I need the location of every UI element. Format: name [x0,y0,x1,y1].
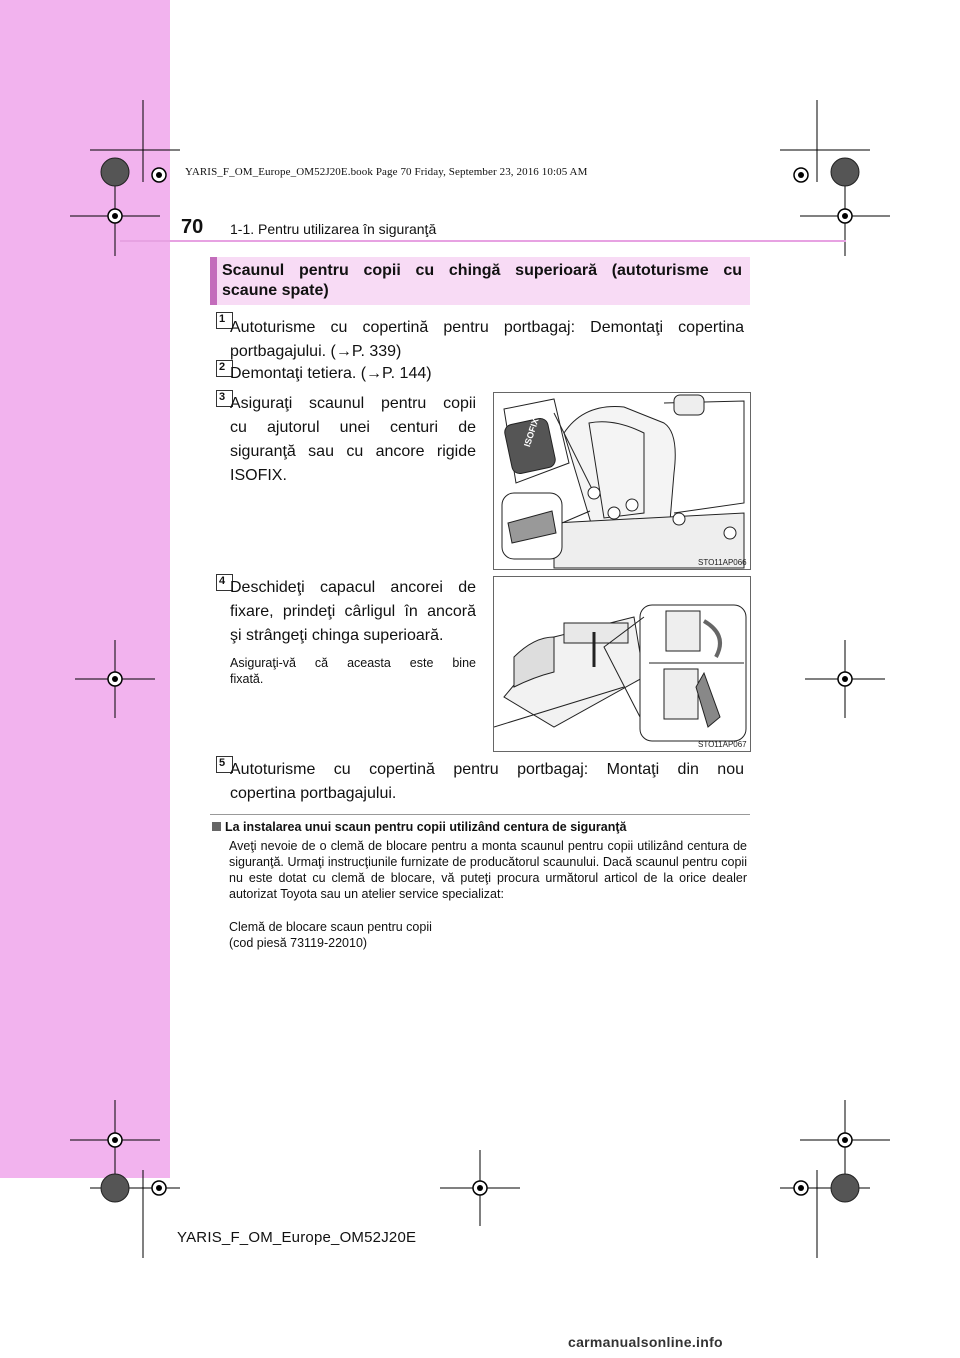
page-number: 70 [181,216,204,238]
heading-line-1: Scaunul pentru copii cu chingă superioară (autoturisme cu [222,262,742,279]
step-number-3: 3 [216,390,233,407]
square-bullet-icon [212,822,221,831]
footer-doc-code: YARIS_F_OM_Europe_OM52J20E [177,1229,417,1246]
note-paragraph: Aveţi nevoie de o clemă de blocare pentru a monta scaunul pentru copii utilizând centura de siguranţă. Urmaţi instrucţiunile furnizate de producătorul scaunului. Dacă scaunul pentru copii nu este dotat cu clemă de blocare, vă puteţi procura următorul articol de la orice dealer autorizat Toyota sau un atelier service specializat: [229,839,747,901]
heading-line-2: scaune spate) [222,282,329,299]
book-info: YARIS_F_OM_Europe_OM52J20E.book Page 70 Friday, September 23, 2016 10:05 AM [185,166,588,178]
step-2-line-1: Demontaţi tetiera. (→P. 144) [230,365,432,382]
step-3-line-4: ISOFIX. [230,467,287,484]
step-number-1: 1 [216,312,233,329]
step-4-note-line-2: fixată. [230,672,264,686]
step-4-line-3: şi strângeţi chinga superioară. [230,627,444,644]
figure-2-caption: STO11AP067 [698,740,747,749]
step-4-line-2: fixare, prindeţi cârligul în ancoră [230,603,476,620]
step-3-line-1: Asiguraţi scaunul pentru copii [230,395,476,412]
figure-top-tether [493,576,751,752]
step-number-4: 4 [216,574,233,591]
figure-isofix-anchors [493,392,751,570]
header-rule [120,240,846,242]
step-5-line-2: copertina portbagajului. [230,785,397,802]
step-1-line-1: Autoturisme cu copertină pentru portbagaj: Demontaţi copertina [230,319,744,336]
section-title: 1-1. Pentru utilizarea în siguranţă [230,221,437,237]
step-3-line-3: siguranţă sau cu ancore rigide [230,443,476,460]
isofix-label: ISOFIX [522,416,541,449]
note-part-line-1: Clemă de blocare scaun pentru copii [229,920,432,934]
step-number-2: 2 [216,360,233,377]
note-title-text: La instalarea unui scaun pentru copii utilizând centura de siguranţă [225,820,627,834]
step-number-5: 5 [216,756,233,773]
step-4-line-1: Deschideţi capacul ancorei de [230,579,476,596]
step-5-line-1: Autoturisme cu copertină pentru portbagaj: Montaţi din nou [230,761,744,778]
watermark: carmanualsonline.info [568,1334,723,1350]
step-3-line-2: cu ajutorul unei centuri de [230,419,476,436]
step-1-line-2: portbagajului. (→P. 339) [230,343,402,360]
note-divider [210,814,750,815]
step-4-note-line-1: Asiguraţi-vă că aceasta este bine [230,656,476,670]
note-title [212,820,626,834]
top-tether-illustration [494,577,750,751]
note-part-line-2: (cod piesă 73119-22010) [229,936,368,950]
figure-1-caption: STO11AP066 [698,558,747,567]
